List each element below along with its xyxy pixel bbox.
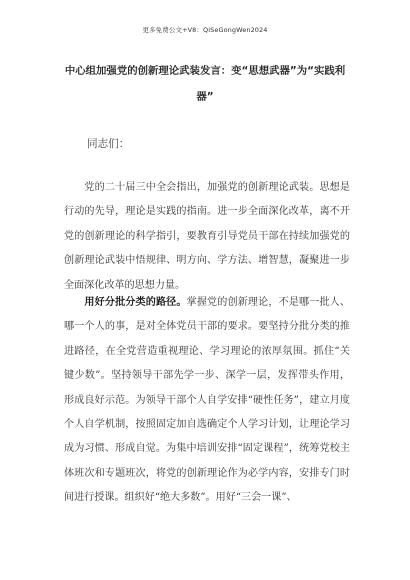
paragraph-lead: 用好分批分类的路径。 bbox=[64, 297, 187, 308]
header-note: 更多免费公文+V8：QiSeGongWen2024 bbox=[142, 26, 268, 34]
paragraph-text: 党的二十届三中全会指出，加强党的创新理论武装。思想是行动的先导，理论是实践的指南。进一步全面深化改革，离不开党的创新理论的科学指引，要教育引导党员干部在持续加强党的创新理论武装中悟规律、明方向、学方法、增智慧，凝聚进一步全面深化改革的思想力量。 bbox=[64, 182, 350, 291]
document-title: 中心组加强党的创新理论武装发言：变“思想武器”为“实践利器” bbox=[64, 65, 346, 103]
salutation: 同志们： bbox=[87, 138, 130, 150]
paragraph-text: 掌握党的创新理论，不是哪一批人、哪一个人的事，是对全体党员干部的要求。要坚持分批分类的推进路径，在全党营造重视理论、学习理论的浓厚氛围。抓住“关键少数”。坚持领导干部先学一步、深学一层，发挥带头作用，形成良好示范。为领导干部个人自学安排“硬性任务”，建立月度个人自学机制，按照固定加自选确定个人学习计划，让理论学习成为习惯、形成自觉。为集中培训安排“固定课程”，统筹党校主体班次和专题班次，将党的创新理论作为必学内容，安排专门时间进行授课。组织好“绝大多数”。用好“三会一课”、 bbox=[64, 297, 350, 504]
paragraph-1 bbox=[64, 176, 350, 298]
paragraph-2 bbox=[64, 291, 350, 511]
